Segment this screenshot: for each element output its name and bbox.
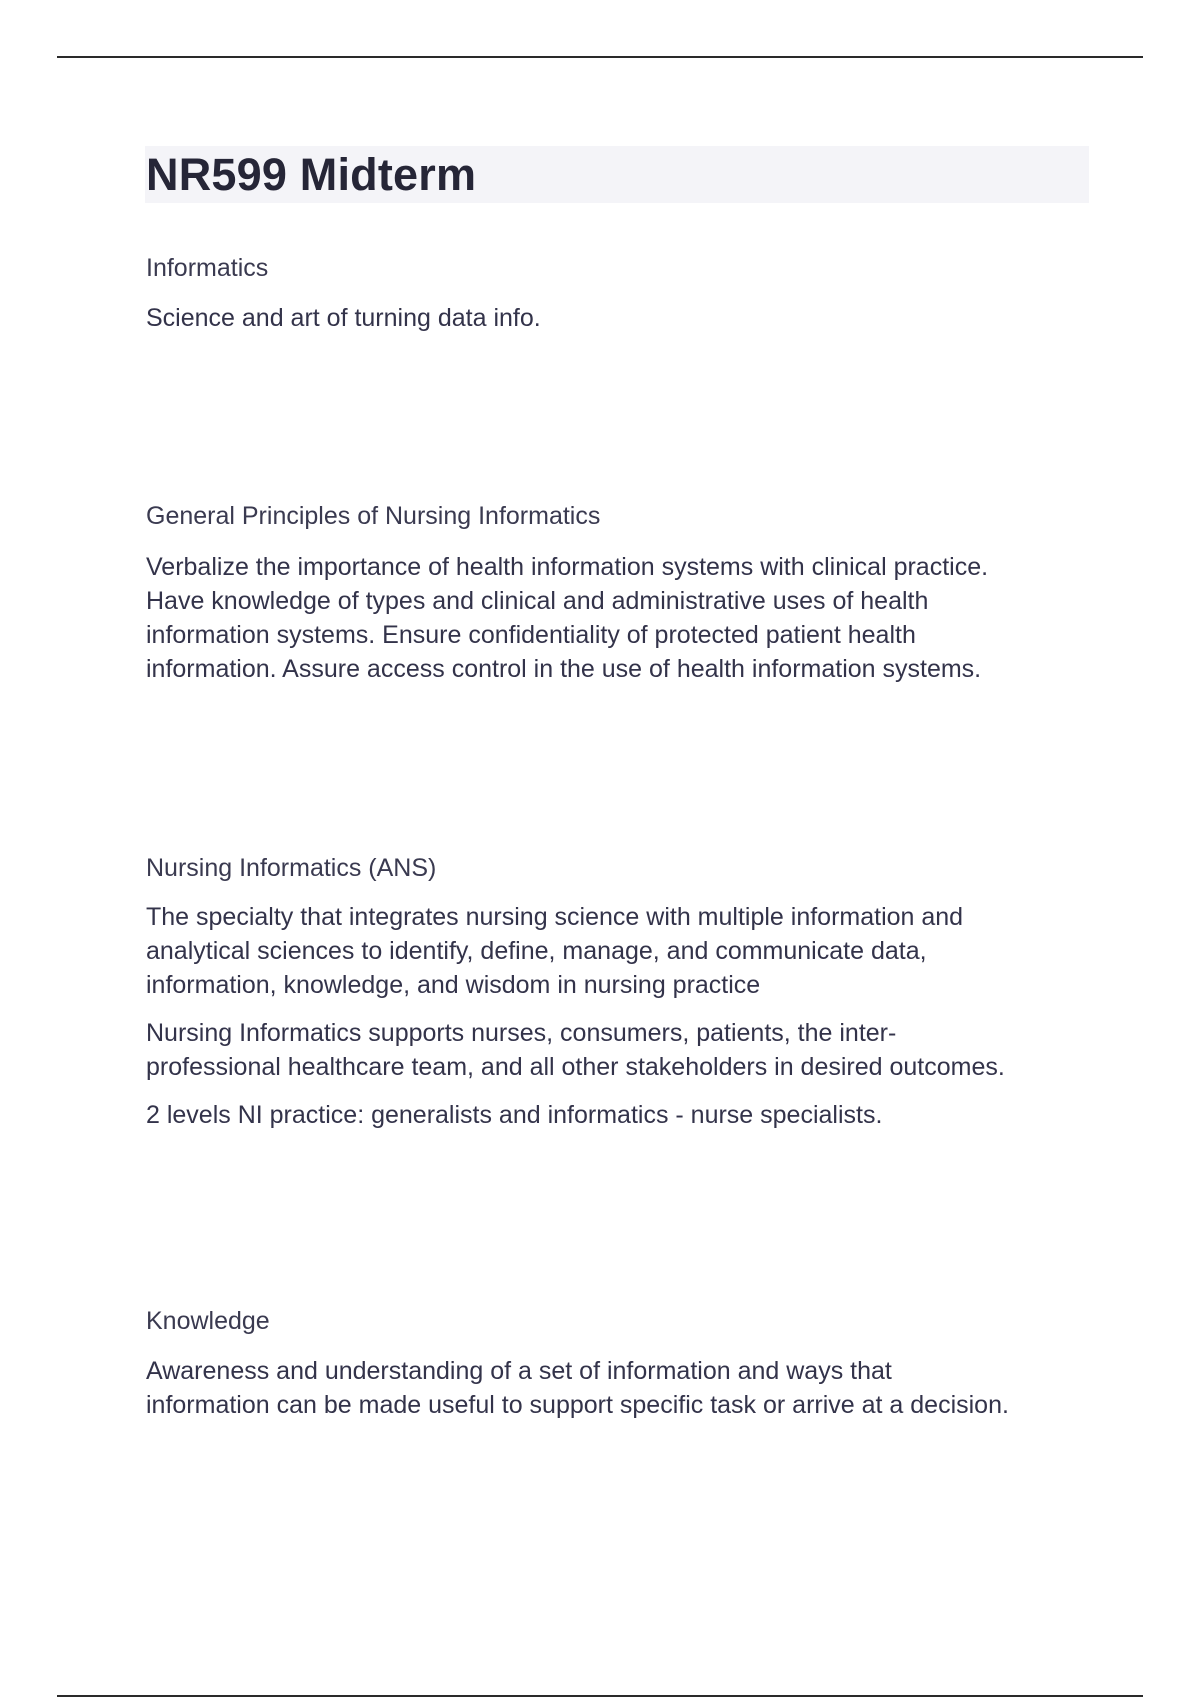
flashcard-general-principles (146, 500, 1086, 686)
bottom-divider (57, 1695, 1143, 1697)
card-definition: Science and art of turning data info. (146, 304, 541, 332)
page-title: NR599 Midterm (146, 149, 477, 200)
card-definition: Awareness and understanding of a set of information and ways that information can be made useful to support specific task or arrive at a decision. (146, 1357, 1009, 1419)
top-divider (57, 56, 1143, 58)
flashcard-nursing-informatics-ans (146, 852, 1086, 1132)
card-term: Knowledge (146, 1307, 270, 1335)
card-term: Informatics (146, 254, 269, 282)
card-definition: 2 levels NI practice: generalists and informatics - nurse specialists. (146, 1101, 883, 1129)
flashcard-informatics (146, 252, 1086, 335)
flashcard-knowledge (146, 1305, 1086, 1422)
card-definition: Verbalize the importance of health information systems with clinical practice. Have knowledge of types and clinical and administrative uses of health information systems. Ensure confidentiality of protected patient health information. Assure access control in the use of health information systems. (146, 553, 989, 683)
card-term: General Principles of Nursing Informatics (146, 502, 601, 530)
card-definition: The specialty that integrates nursing science with multiple information and analytical sciences to identify, define, manage, and communicate data, information, knowledge, and wisdom in nursing practice (146, 903, 964, 999)
card-definition: Nursing Informatics supports nurses, consumers, patients, the inter- professional healthcare team, and all other stakeholders in desired outcomes. (146, 1019, 1005, 1081)
card-term: Nursing Informatics (ANS) (146, 854, 437, 882)
